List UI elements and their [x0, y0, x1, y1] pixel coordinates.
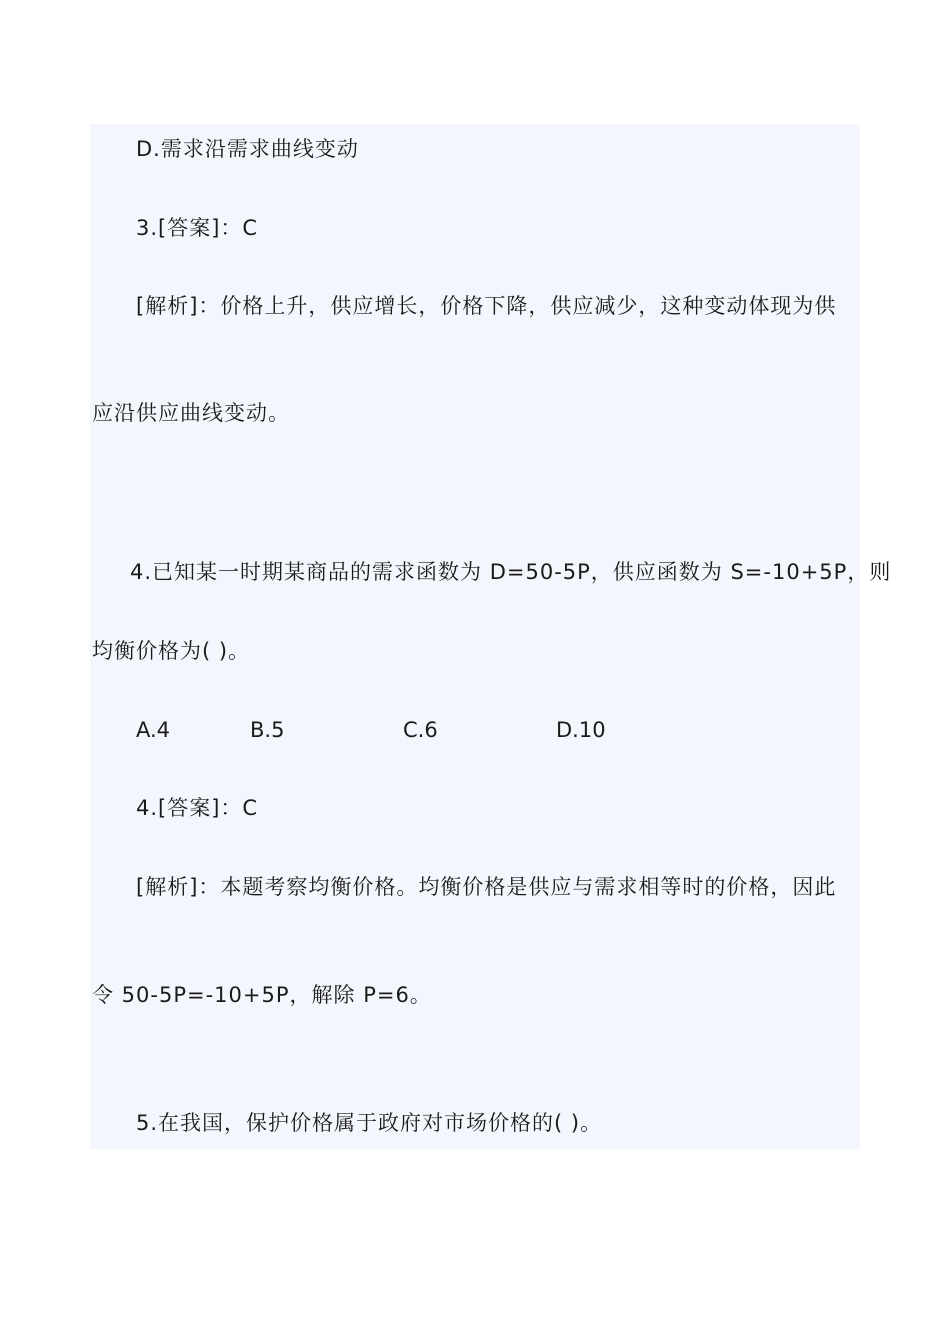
q4-option-a: A.4 [136, 718, 171, 742]
q4-question-line-2: 均衡价格为( )。 [92, 639, 251, 663]
q3-answer: 3.[答案]：C [136, 216, 259, 240]
q3-option-d: D.需求沿需求曲线变动 [136, 137, 359, 161]
q4-option-d: D.10 [556, 718, 606, 742]
q4-analysis-line-1: [解析]：本题考察均衡价格。均衡价格是供应与需求相等时的价格，因此 [136, 875, 837, 899]
q4-answer: 4.[答案]：C [136, 796, 259, 820]
q4-analysis-line-2: 令 50-5P=-10+5P，解除 P=6。 [92, 983, 432, 1007]
q4-question-line-1: 4.已知某一时期某商品的需求函数为 D=50-5P，供应函数为 S=-10+5P，则 [130, 560, 892, 584]
q4-option-c: C.6 [403, 718, 438, 742]
q5-question: 5.在我国，保护价格属于政府对市场价格的( )。 [136, 1111, 603, 1135]
q4-option-b: B.5 [250, 718, 285, 742]
q3-analysis-line-1: [解析]：价格上升，供应增长，价格下降，供应减少，这种变动体现为供 [136, 294, 837, 318]
q3-analysis-line-2: 应沿供应曲线变动。 [92, 401, 290, 425]
